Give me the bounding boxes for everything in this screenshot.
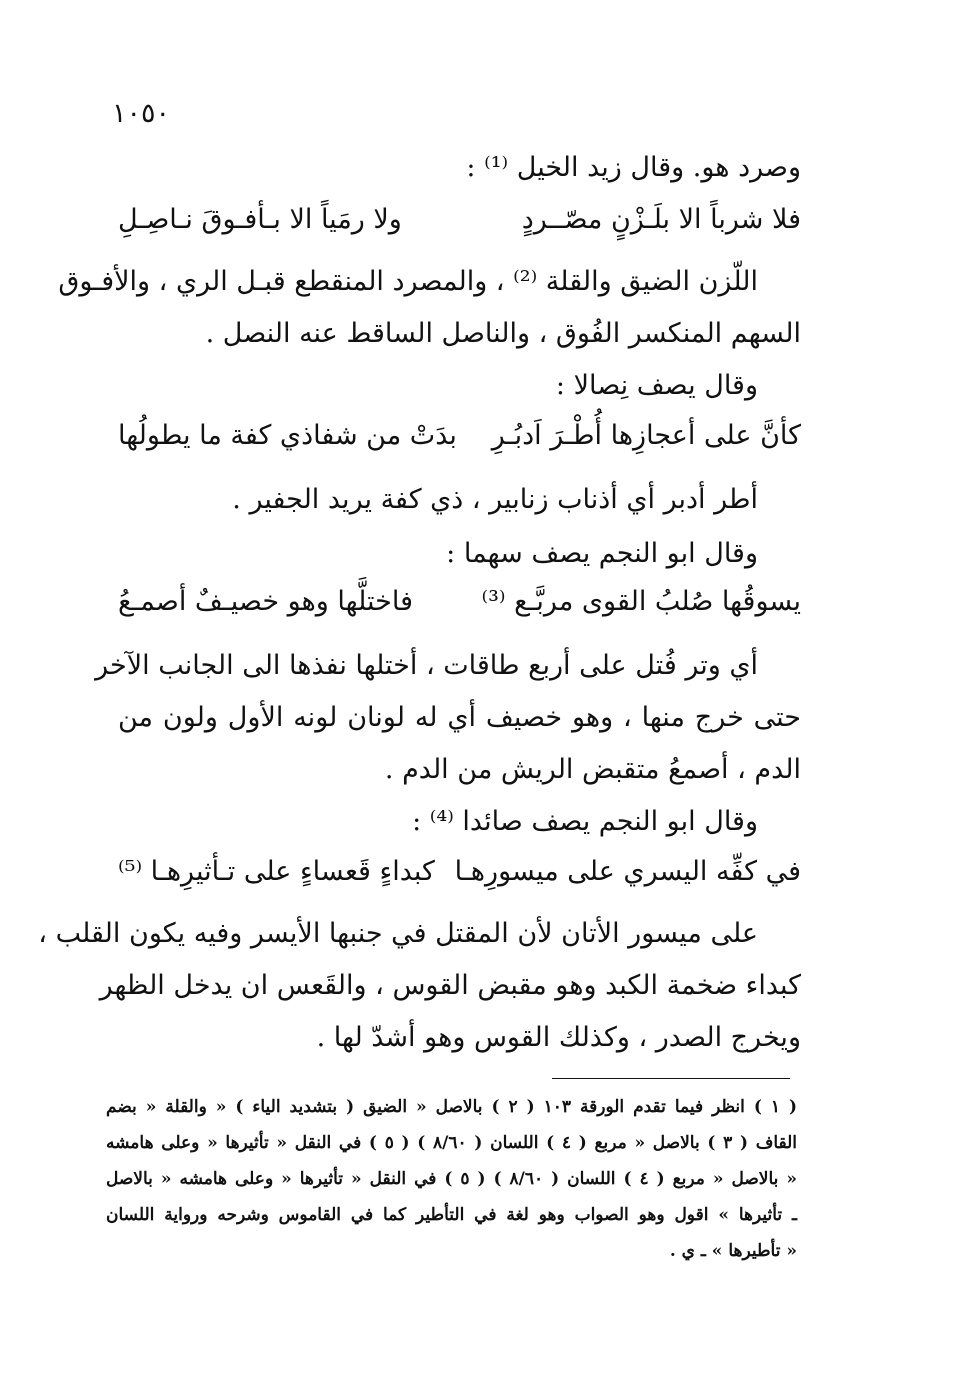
- verse-hemistich-left: فاختلَّها وهو خصيـفٌ أصمـعُ: [118, 586, 413, 617]
- verse-line: [118, 582, 801, 622]
- text-line: وقال ابو النجم يصف صائدا ⁽⁴⁾ :: [412, 806, 758, 837]
- paragraph-line: على ميسور الأتان لأن المقتل في جنبها الأيسر وفيه يكون القلب ،: [38, 918, 758, 949]
- footnote-line: ـ تأثيرها » اقول وهو الصواب وهو لغة في التأطير كما في القاموس وشرحه ورواية اللسان: [106, 1205, 797, 1225]
- verse-hemistich-right: فلا شرباً الا بلَـزْنٍ مصّــردٍ: [521, 204, 801, 235]
- verse-hemistich-right: في كفِّه اليسري على ميسورِهـا: [454, 856, 801, 887]
- footnote-divider: [552, 1078, 790, 1079]
- verse-hemistich-left: كبداءٍ قَعساءٍ على تـأثيرِهـا ⁽⁵⁾: [118, 856, 435, 887]
- verse-line: [118, 416, 801, 456]
- page-number: ١٠٥٠: [112, 98, 171, 129]
- verse-hemistich-left: ولا رمَياً الا بـأفـوقَ نـاصِـلِ: [118, 204, 402, 235]
- text-line: وصرد هو. وقال زيد الخيل ⁽¹⁾ :: [466, 152, 801, 183]
- verse-hemistich-left: بدَتْ من شفاذي كفة ما يطولُها: [118, 420, 457, 451]
- paragraph-line: أي وتر فُتل على أربع طاقات ، أختلها نفذها الى الجانب الآخر: [95, 650, 758, 681]
- paragraph-line: حتى خرج منها ، وهو خصيف أي له لونان لونه الأول ولون من: [118, 702, 801, 733]
- paragraph-line: ويخرج الصدر ، وكذلك القوس وهو أشدّ لها .: [316, 1022, 801, 1053]
- paragraph-line: اللّزن الضيق والقلة ⁽²⁾ ، والمصرد المنقطع قبـل الري ، والأفـوق: [58, 266, 758, 297]
- footnote-line: « تأطيرها » ـ ي .: [669, 1241, 797, 1261]
- paragraph-line: أطر أدبر أي أذناب زنابير ، ذي كفة يريد الجفير .: [232, 484, 758, 515]
- verse-line: [118, 852, 801, 892]
- paragraph-line: كبداء ضخمة الكبد وهو مقبض القوس ، والقَعس ان يدخل الظهر: [99, 970, 801, 1001]
- footnote-line: القاف ( ٣ ) بالاصل « مربع ( ٤ ) اللسان ( ٨/٦٠ ) ( ٥ ) في النقل « تأثيرها « وعلى هامشه: [106, 1133, 798, 1153]
- verse-hemistich-right: يسوقُها صُلبُ القوى مربَّـع ⁽³⁾: [481, 586, 801, 617]
- verse-line: [118, 200, 801, 240]
- text-line: وقال يصف نِصالا :: [555, 370, 758, 401]
- paragraph-line: الدم ، أصمعُ متقبض الريش من الدم .: [384, 754, 801, 785]
- paragraph-line: السهم المنكسر الفُوق ، والناصل الساقط عنه النصل .: [205, 318, 801, 349]
- footnote-line: ( ١ ) انظر فيما تقدم الورقة ١٠٣ ( ٢ ) بالاصل « الضيق ( بتشديد الياء ) « والقلة « بضم: [106, 1097, 797, 1117]
- text-line: وقال ابو النجم يصف سهما :: [446, 538, 758, 569]
- verse-hemistich-right: كأنَّ على أعجازِها أُطْـرَ اَدبُـرِ: [491, 420, 801, 451]
- footnote-line: « بالاصل « مربع ( ٤ ) اللسان ( ٨/٦٠ ) ( ٥ ) في النقل « تأثيرها « وعلى هامشه « بالاصل: [106, 1169, 797, 1189]
